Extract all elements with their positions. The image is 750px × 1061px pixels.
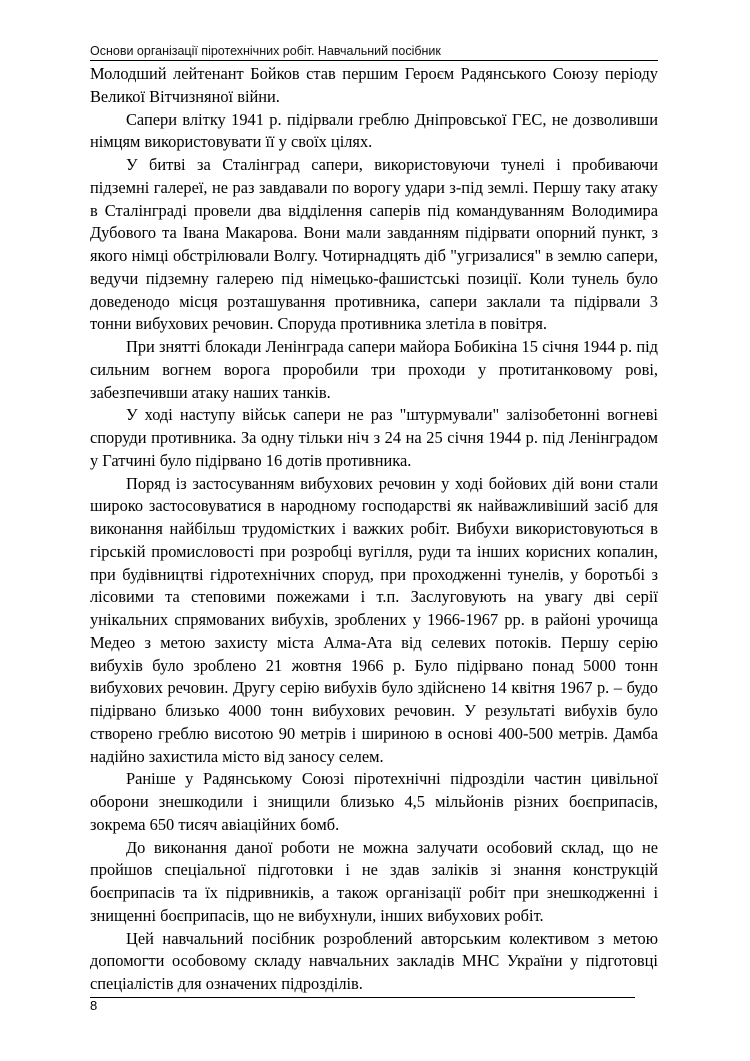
paragraph-7: Раніше у Радянському Союзі піротехнічні підрозділи частин цивільної оборони знешкодили і знищили близько 4,5 мільйонів різних боєприпасів, зокрема 650 тисяч авіаційних бомб.: [90, 769, 658, 834]
paragraph-8: До виконання даної роботи не можна залучати особовий склад, що не пройшов спеціальної підготовки і не здав заліків зі знання конструкцій боєприпасів та їх підривників, а також організації робіт при знешкодженні і знищенні боєприпасів, що не вибухнули, інших вибухових робіт.: [90, 837, 658, 925]
paragraph-9: Цей навчальний посібник розроблений авторським колективом з метою допомогти особовому складу навчальних закладів МНС України у підготовці спеціалістів для означених підрозділів.: [90, 928, 658, 993]
paragraph-2: Сапери влітку 1941 р. підірвали греблю Дніпровської ГЕС, не дозволивши німцям використовувати її у своїх цілях.: [90, 109, 658, 152]
header-divider: [90, 60, 658, 61]
paragraph-3: У битві за Сталінград сапери, використовуючи тунелі і пробиваючи підземні галереї, не раз завдавали по ворогу удари з-під землі. Першу таку атаку в Сталінграді провели два відділення саперів під командуванням Володимира Дубового та Івана Макарова. Вони мали завданням підірвати опорний пункт, з якого німці обстрілювали Волгу. Чотирнадцять діб "угризалися" в землю сапери, ведучи підземну галерею під німецько-фашистські позиції. Коли тунель було доведенодо місця розташування противника, сапери заклали та підірвали 3 тонни вибухових речовин. Споруда противника злетіла в повітря.: [90, 155, 658, 334]
page-number: 8: [90, 998, 98, 1013]
paragraph-1: Молодший лейтенант Бойков став першим Героєм Радянського Союзу періоду Великої Вітчизняної війни.: [90, 64, 658, 106]
body-text: [90, 63, 658, 996]
paragraph-5: У ході наступу військ сапери не раз "штурмували" залізобетонні вогневі споруди противника. За одну тільки ніч з 24 на 25 січня 1944 р. під Ленінградом у Гатчині було підірвано 16 дотів противника.: [90, 405, 658, 470]
footer-divider: [90, 997, 635, 998]
running-header: Основи організації піротехнічних робіт. Навчальний посібник: [90, 44, 441, 58]
paragraph-4: При знятті блокади Ленінграда сапери майора Бобикіна 15 січня 1944 р. під сильним вогнем ворога проробили три проходи у протитанковому рові, забезпечивши атаку наших танків.: [90, 337, 658, 402]
paragraph-6: Поряд із застосуванням вибухових речовин у ході бойових дій вони стали широко застосовуватися в народному господарстві як найважливіший засіб для виконання найбільш трудомістких і важких робіт. Вибухи використовуються в гірській промисловості при розробці вугілля, руди та інших корисних копалин, при будівництві гідротехнічних споруд, при проходженні тунелів, у боротьбі з лісовими та степовими пожежами і т.п. Заслуговують на увагу дві серії унікальних спрямованих вибухів, зроблених у 1966-1967 рр. в районі урочища Медео з метою захисту міста Алма-Ата від селевих потоків. Першу серію вибухів було зроблено 21 жовтня 1966 р. Було підірвано понад 5000 тонн вибухових речовин. Другу серію вибухів було здійснено 14 квітня 1967 р. – будо підірвано близько 4000 тонн вибухових речовин. У результаті вибухів було створено греблю висотою 90 метрів і шириною в основі 400-500 метрів. Дамба надійно захистила місто від заносу селем.: [90, 473, 658, 766]
